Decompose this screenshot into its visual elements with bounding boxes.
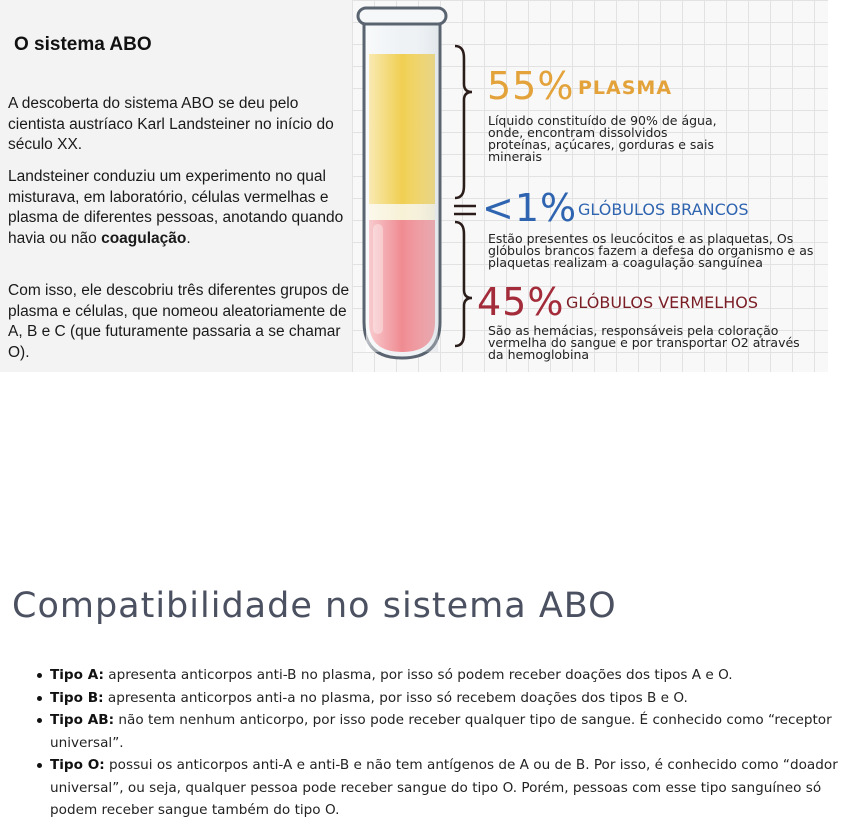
compatibility-list [50,664,840,822]
red-cells-label: GLÓBULOS VERMELHOS [566,293,758,312]
list-item [50,687,840,710]
white-cells-percent: <1% [482,186,578,230]
abo-infographic [0,0,828,372]
blood-type-label: Tipo A: [50,667,104,683]
white-cells-description: Estão presentes os leucócitos e as plaquetas, Os glóbulos brancos fazem a defesa do organismo e as plaquetas realizam a coagulação sanguínea [488,231,814,270]
infographic-title: O sistema ABO [14,34,152,55]
list-item [50,664,840,687]
experiment-text: Landsteiner conduziu um experimento no qual misturava, em laboratório, células vermelhas e plasma de diferentes pessoas, anotando quando havia ou não [8,168,344,247]
blood-type-label: Tipo AB: [50,712,115,728]
coagulation-term: coagulação [101,229,187,247]
tube-shine [366,22,438,352]
experiment-end: . [186,229,191,247]
compatibility-title: Compatibilidade no sistema ABO [12,586,617,626]
blood-type-text: não tem nenhum anticorpo, por isso pode receber qualquer tipo de sangue. É conhecido como “receptor universal”. [50,712,832,751]
blood-type-label: Tipo O: [50,757,105,773]
tube-rim [358,8,446,24]
list-item [50,709,840,754]
blood-type-text: apresenta anticorpos anti-a no plasma, por isso só recebem doações dos tipos B e O. [103,689,688,706]
discovery-paragraph: Com isso, ele descobriu três diferentes grupos de plasma e células, que nomeou aleatoriamente de A, B e C (que futuramente passaria a se chamar O). [8,282,350,361]
plasma-description: Líquido constituído de 90% de água, onde, encontram dissolvidos proteínas, açúcares, gorduras e sais minerais [488,113,717,164]
intro-paragraph: A descoberta do sistema ABO se deu pelo cientista austríaco Karl Landsteiner no início do século XX. [8,95,334,153]
experiment-paragraph [8,167,353,249]
white-cells-bracket [454,206,476,214]
blood-type-text: apresenta anticorpos anti-B no plasma, por isso só podem receber doações dos tipos A e O. [103,667,733,683]
test-tube-illustration [352,0,828,372]
red-cells-percent: 45% [477,280,565,324]
blood-type-label: Tipo B: [50,689,104,706]
blood-type-text: possui os anticorpos anti-A e anti-B e não tem antígenos de A ou de B. Por isso, é conhecido como “doador universal”, ou seja, qualquer pessoa pode receber sangue do tipo O. Porém, pessoas com esse tipo sanguíneo só podem receber sangue também do tipo O. [50,757,838,818]
white-cells-label: GLÓBULOS BRANCOS [578,200,749,219]
plasma-label: PLASMA [578,77,673,99]
list-item [50,754,840,822]
plasma-bracket [455,46,472,198]
plasma-percent: 55% [487,64,575,108]
red-cells-bracket [455,222,472,346]
red-cells-description: São as hemácias, responsáveis pela coloração vermelha do sangue e por transportar O2 através da hemoglobina [488,323,800,362]
